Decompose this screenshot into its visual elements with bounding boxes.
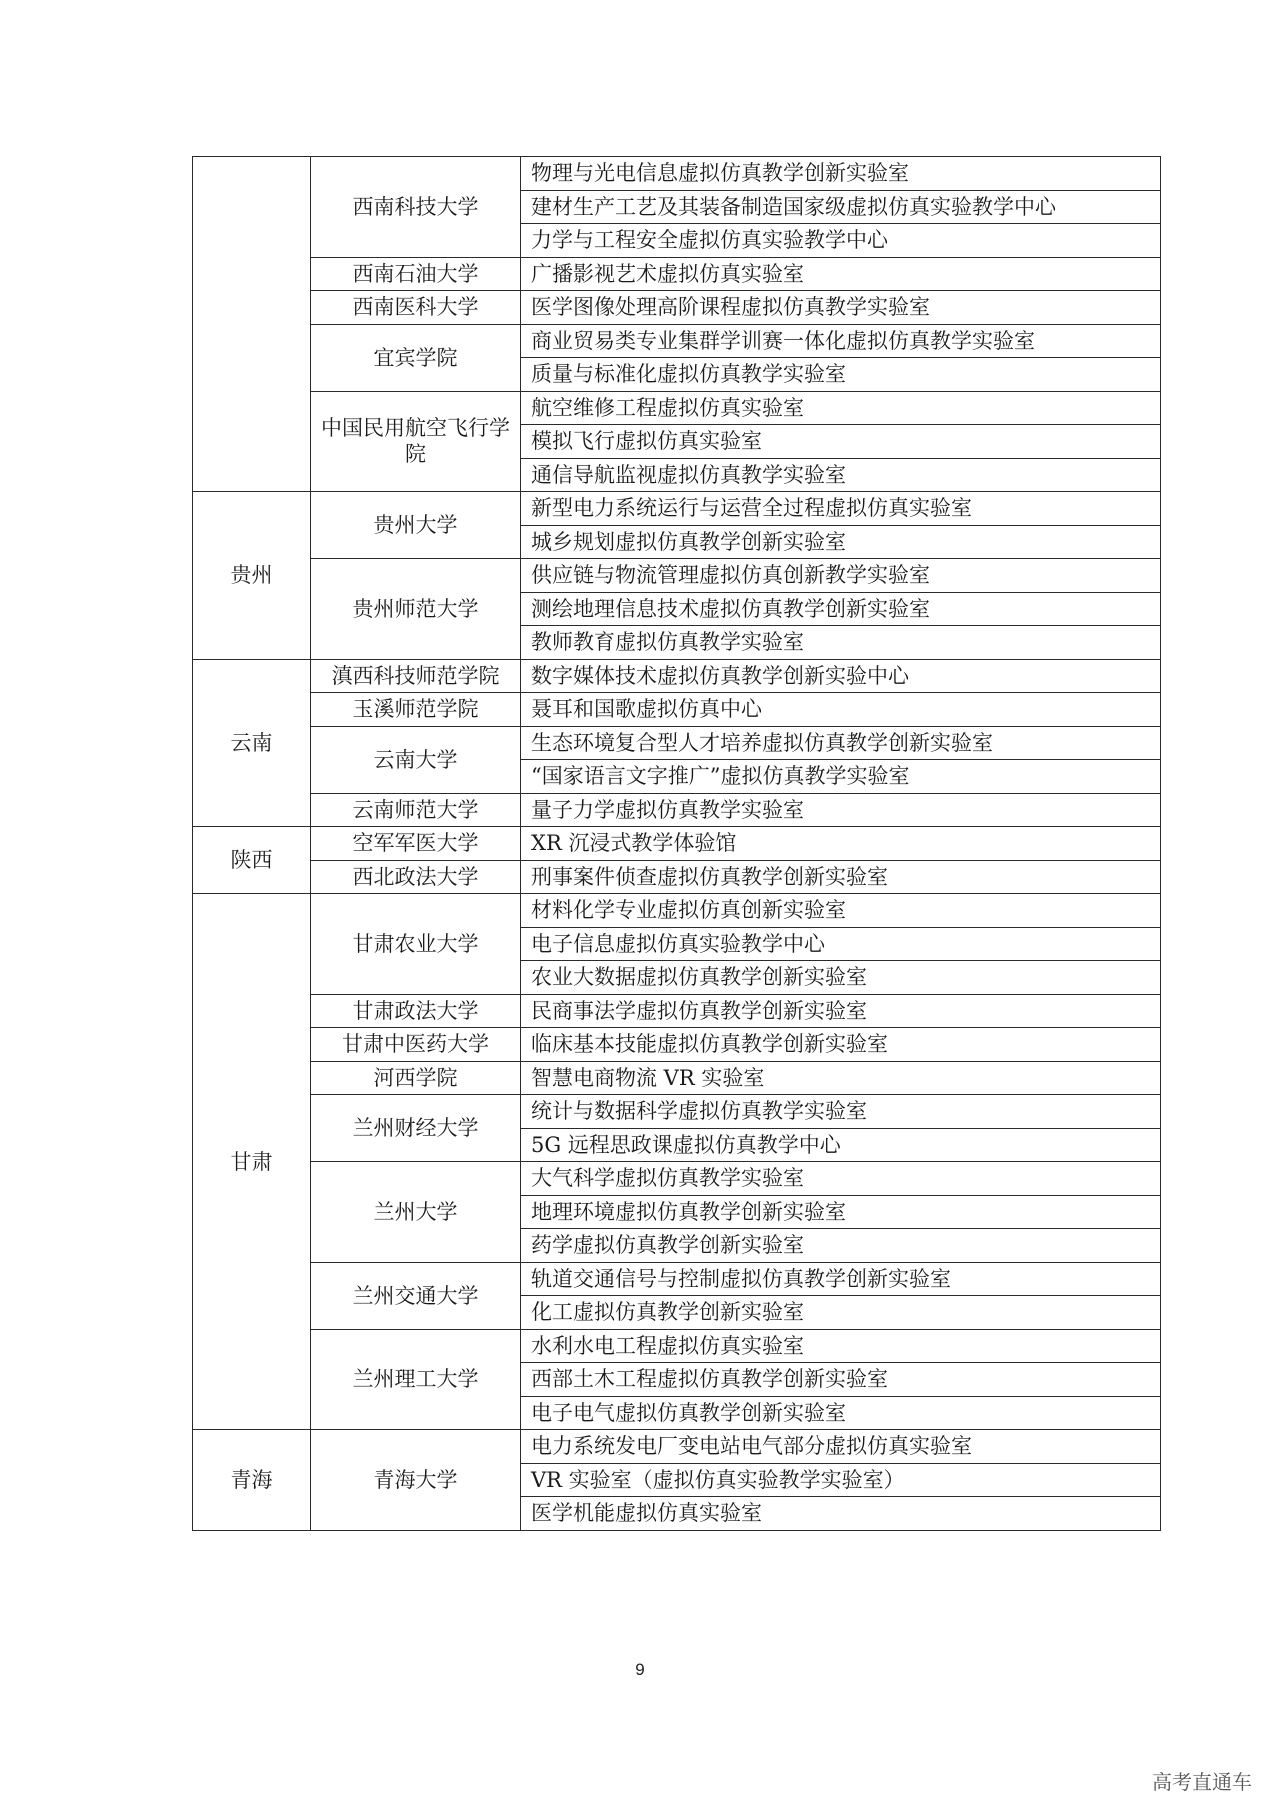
table-row xyxy=(193,894,1161,928)
table-row xyxy=(193,1262,1161,1296)
lab-cell: 轨道交通信号与控制虚拟仿真教学创新实验室 xyxy=(521,1262,1161,1296)
lab-cell: 5G 远程思政课虚拟仿真教学中心 xyxy=(521,1128,1161,1162)
university-cell: 空军军医大学 xyxy=(311,827,521,861)
table-row xyxy=(193,793,1161,827)
lab-cell: 建材生产工艺及其装备制造国家级虚拟仿真实验教学中心 xyxy=(521,190,1161,224)
table-row xyxy=(193,1028,1161,1062)
university-cell: 甘肃农业大学 xyxy=(311,894,521,995)
lab-cell: 地理环境虚拟仿真教学创新实验室 xyxy=(521,1195,1161,1229)
lab-cell: 城乡规划虚拟仿真教学创新实验室 xyxy=(521,525,1161,559)
table-row xyxy=(193,157,1161,191)
university-cell: 兰州大学 xyxy=(311,1162,521,1263)
university-cell: 滇西科技师范学院 xyxy=(311,659,521,693)
university-cell: 河西学院 xyxy=(311,1061,521,1095)
lab-cell: 通信导航监视虚拟仿真教学实验室 xyxy=(521,458,1161,492)
university-cell: 青海大学 xyxy=(311,1430,521,1531)
table-row xyxy=(193,391,1161,425)
table-row xyxy=(193,559,1161,593)
university-cell: 兰州交通大学 xyxy=(311,1262,521,1329)
university-cell: 西南医科大学 xyxy=(311,291,521,325)
table-body xyxy=(193,157,1161,1531)
lab-cell: 临床基本技能虚拟仿真教学创新实验室 xyxy=(521,1028,1161,1062)
lab-cell: 力学与工程安全虚拟仿真实验教学中心 xyxy=(521,224,1161,258)
lab-cell: 数字媒体技术虚拟仿真教学创新实验中心 xyxy=(521,659,1161,693)
lab-cell: 测绘地理信息技术虚拟仿真教学创新实验室 xyxy=(521,592,1161,626)
table-row xyxy=(193,827,1161,861)
watermark: 高考直通车 xyxy=(1152,1770,1252,1794)
university-cell: 甘肃政法大学 xyxy=(311,994,521,1028)
lab-cell: 民商事法学虚拟仿真教学创新实验室 xyxy=(521,994,1161,1028)
table-row xyxy=(193,1329,1161,1363)
university-cell: 宜宾学院 xyxy=(311,324,521,391)
lab-cell: 电子信息虚拟仿真实验教学中心 xyxy=(521,927,1161,961)
university-cell: 中国民用航空飞行学院 xyxy=(311,391,521,492)
lab-cell: 航空维修工程虚拟仿真实验室 xyxy=(521,391,1161,425)
lab-cell: 生态环境复合型人才培养虚拟仿真教学创新实验室 xyxy=(521,726,1161,760)
province-cell: 云南 xyxy=(193,659,311,827)
lab-cell: 医学图像处理高阶课程虚拟仿真教学实验室 xyxy=(521,291,1161,325)
university-cell: 贵州大学 xyxy=(311,492,521,559)
lab-cell: 刑事案件侦查虚拟仿真教学创新实验室 xyxy=(521,860,1161,894)
province-cell xyxy=(193,157,311,492)
lab-cell: 水利水电工程虚拟仿真实验室 xyxy=(521,1329,1161,1363)
university-cell: 云南师范大学 xyxy=(311,793,521,827)
lab-cell: 模拟飞行虚拟仿真实验室 xyxy=(521,425,1161,459)
lab-cell: 聂耳和国歌虚拟仿真中心 xyxy=(521,693,1161,727)
table-row xyxy=(193,994,1161,1028)
university-cell: 西北政法大学 xyxy=(311,860,521,894)
lab-cell: 医学机能虚拟仿真实验室 xyxy=(521,1497,1161,1531)
province-cell: 甘肃 xyxy=(193,894,311,1430)
university-cell: 玉溪师范学院 xyxy=(311,693,521,727)
table-row xyxy=(193,693,1161,727)
lab-cell: 西部土木工程虚拟仿真教学创新实验室 xyxy=(521,1363,1161,1397)
table-row xyxy=(193,1061,1161,1095)
table-row xyxy=(193,324,1161,358)
lab-cell: 化工虚拟仿真教学创新实验室 xyxy=(521,1296,1161,1330)
page-number: 9 xyxy=(635,1660,645,1679)
lab-cell: 教师教育虚拟仿真教学实验室 xyxy=(521,626,1161,660)
university-cell: 西南石油大学 xyxy=(311,257,521,291)
province-cell: 贵州 xyxy=(193,492,311,660)
lab-cell: XR 沉浸式教学体验馆 xyxy=(521,827,1161,861)
university-cell: 兰州财经大学 xyxy=(311,1095,521,1162)
university-cell: 甘肃中医药大学 xyxy=(311,1028,521,1062)
province-cell: 青海 xyxy=(193,1430,311,1531)
lab-cell: VR 实验室（虚拟仿真实验教学实验室） xyxy=(521,1463,1161,1497)
table-row xyxy=(193,726,1161,760)
university-cell: 兰州理工大学 xyxy=(311,1329,521,1430)
lab-cell: 量子力学虚拟仿真教学实验室 xyxy=(521,793,1161,827)
table-row xyxy=(193,291,1161,325)
lab-cell: 质量与标准化虚拟仿真教学实验室 xyxy=(521,358,1161,392)
lab-cell: 供应链与物流管理虚拟仿真创新教学实验室 xyxy=(521,559,1161,593)
lab-cell: 材料化学专业虚拟仿真创新实验室 xyxy=(521,894,1161,928)
table-row xyxy=(193,257,1161,291)
lab-cell: 商业贸易类专业集群学训赛一体化虚拟仿真教学实验室 xyxy=(521,324,1161,358)
university-cell: 贵州师范大学 xyxy=(311,559,521,660)
table-row xyxy=(193,1162,1161,1196)
lab-cell: 电力系统发电厂变电站电气部分虚拟仿真实验室 xyxy=(521,1430,1161,1464)
province-cell: 陕西 xyxy=(193,827,311,894)
lab-cell: 广播影视艺术虚拟仿真实验室 xyxy=(521,257,1161,291)
lab-cell: 电子电气虚拟仿真教学创新实验室 xyxy=(521,1396,1161,1430)
table-row xyxy=(193,492,1161,526)
lab-cell: “国家语言文字推广”虚拟仿真教学实验室 xyxy=(521,760,1161,794)
table-row xyxy=(193,1430,1161,1464)
table-row xyxy=(193,860,1161,894)
table-row xyxy=(193,659,1161,693)
university-cell: 云南大学 xyxy=(311,726,521,793)
lab-cell: 新型电力系统运行与运营全过程虚拟仿真实验室 xyxy=(521,492,1161,526)
lab-cell: 物理与光电信息虚拟仿真教学创新实验室 xyxy=(521,157,1161,191)
lab-list-table xyxy=(192,156,1161,1531)
university-cell: 西南科技大学 xyxy=(311,157,521,258)
lab-cell: 药学虚拟仿真教学创新实验室 xyxy=(521,1229,1161,1263)
lab-cell: 统计与数据科学虚拟仿真教学实验室 xyxy=(521,1095,1161,1129)
lab-cell: 农业大数据虚拟仿真教学创新实验室 xyxy=(521,961,1161,995)
table-row xyxy=(193,1095,1161,1129)
lab-cell: 智慧电商物流 VR 实验室 xyxy=(521,1061,1161,1095)
lab-cell: 大气科学虚拟仿真教学实验室 xyxy=(521,1162,1161,1196)
